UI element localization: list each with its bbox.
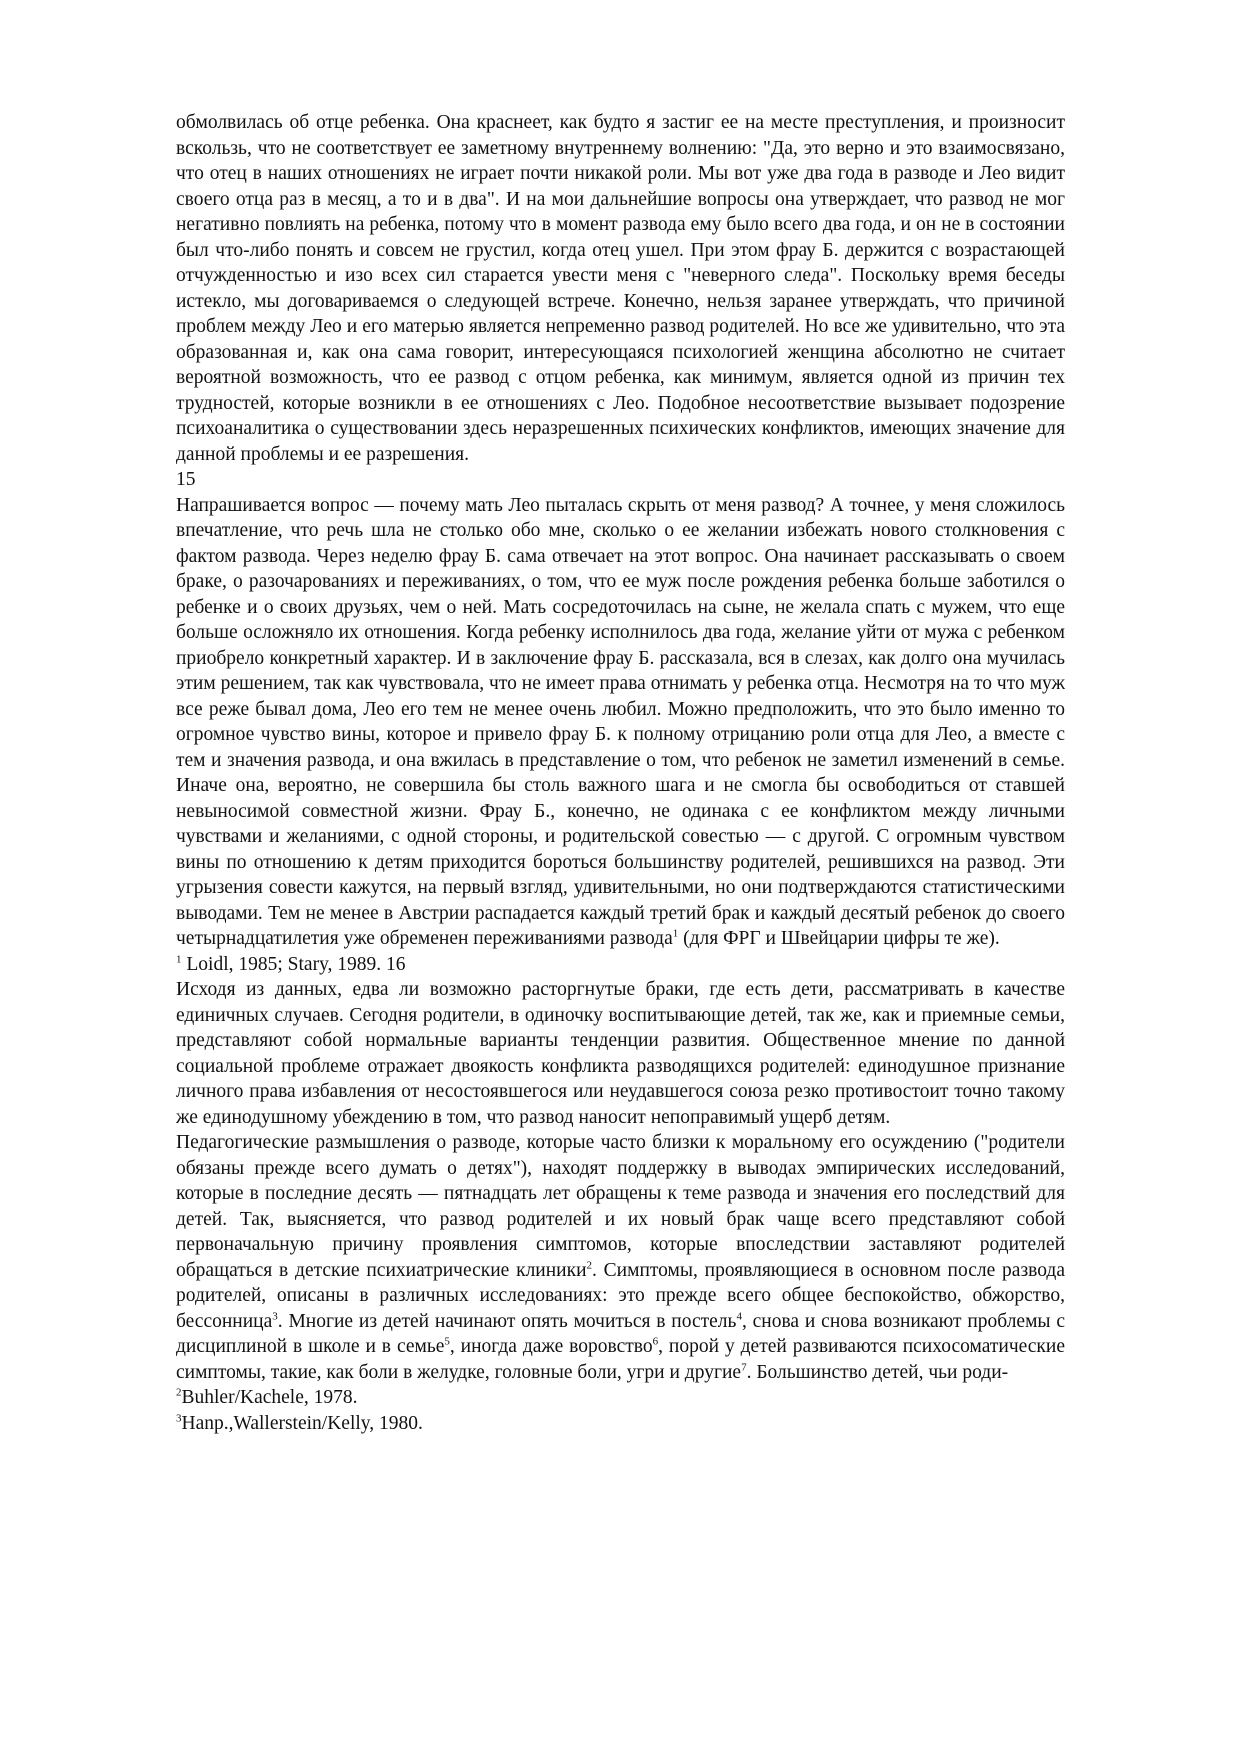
paragraph-4-part-b: . Симптомы, проявляющиеся в основном после развода родителей, описаны в различных исследованиях: это прежде всего общее беспокойство, обжорство, бессонница — [176, 1259, 1065, 1332]
footnote-ref-1: 1 — [672, 927, 679, 940]
footnote-1-text: Loidl, 1985; Stary, 1989. 16 — [181, 953, 406, 975]
footnote-2-marker: 2 — [176, 1386, 182, 1399]
paragraph-3: Исходя из данных, едва ли возможно расторгнутые браки, где есть дети, рассматривать в качестве единичных случаев. Сегодня родители, в одиночку воспитывающие детей, так же, как и приемные семьи, представляют собой нормальные варианты тенденции развития. Общественное мнение по данной социальной проблеме отражает двоякость конфликта разводящихся родителей: единодушное признание личного права избавления от несостоявшегося или неудавшегося союза резко противостоит точно такому же единодушному убеждению в том, что развод наносит непоправимый ущерб детям. — [176, 979, 1065, 1128]
footnote-1-marker: 1 — [176, 953, 182, 965]
footnote-2 — [176, 1385, 1065, 1411]
paragraph-4-part-f: , порой у детей развиваются психосоматические симптомы, такие, как боли в желудке, головные боли, угри и другие — [176, 1336, 1065, 1383]
paragraph-4 — [176, 1130, 1065, 1385]
footnote-3 — [176, 1411, 1065, 1437]
paragraph-2-text: Напрашивается вопрос — почему мать Лео пыталась скрыть от меня развод? А точнее, у меня сложилось впечатление, что речь шла не столько обо мне, сколько о ее желании избежать нового столкновения с фактом развода. Через неделю фрау Б. сама отвечает на этот вопрос. Она начинает рассказывать о своем браке, о разочарованиях и переживаниях, о том, что ее муж после рождения ребенка больше заботился о ребенке и о своих друзьях, чем о ней. Мать сосредоточилась на сыне, не желала спать с мужем, что еще больше осложняло их отношения. Когда ребенку исполнилось два года, желание уйти от мужа с ребенком приобрело конкретный характер. И в заключение фрау Б. рассказала, вся в слезах, как долго она мучилась этим решением, так как чувствовала, что не имеет права отнимать у ребенка отца. Несмотря на то что муж все реже бывал дома, Лео его тем не менее очень любил. Можно предположить, что это было именно то огромное чувство вины, которое и привело фрау Б. к полному отрицанию роли отца для Лео, а вместе с тем и значения развода, и она вжилась в представление о том, что ребенок не заметил изменений в семье. Иначе она, вероятно, не совершила бы столь важного шага и не смогла бы освободиться от ставшей невыносимой совместной жизни. Фрау Б., конечно, не одинака с ее конфликтом между личными чувствами и желаниями, с одной стороны, и родительской совестью — с другой. С огромным чувством вины по отношению к детям приходится бороться большинству родителей, решившихся на развод. Эти угрызения совести кажутся, на первый взгляд, удивительными, но они подтверждаются статистическими выводами. Тем не менее в Австрии распадается каждый третий брак и каждый десятый ребенок до своего четырнадцатилетия уже обременен переживаниями развода — [176, 494, 1065, 949]
footnote-ref-6: 6 — [652, 1335, 659, 1348]
paragraph-4-part-d: , снова и снова возникают проблемы с дисциплиной в школе и в семье — [176, 1310, 1066, 1357]
footnote-1 — [176, 952, 1065, 978]
paragraph-4-part-a: Педагогические размышления о разводе, которые часто близки к моральному его осуждению ("родители обязаны прежде всего думать о детях"), находят поддержку в выводах эмпирических исследований, которые в последние десять — пятнадцать лет обращены к теме развода и значения его последствий для детей. Так, выясняется, что развод родителей и их новый брак чаще всего представляют собой первоначальную причину проявления симптомов, которые впоследствии заставляют родителей обращаться в детские психиатрические клиники — [176, 1132, 1065, 1281]
body-text — [176, 110, 1065, 1436]
paragraph-2 — [176, 493, 1065, 952]
footnote-3-marker: 3 — [176, 1412, 182, 1424]
footnote-2-text: Buhler/Kachele, 1978. — [181, 1387, 358, 1408]
page-number: 15 — [176, 469, 196, 490]
footnote-ref-5: 5 — [444, 1335, 450, 1348]
paragraph-1: обмолвилась об отце ребенка. Она краснеет, как будто я застиг ее на месте преступления, и произносит вскользь, что не соответствует ее заметному внутреннему волнению: "Да, это верно и это взаимосвязано, что отец в наших отношениях не играет почти никакой роли. Мы вот уже два года в разводе и Лео видит своего отца раз в месяц, а то и в два". И на мои дальнейшие вопросы она утверждает, что развод не мог негативно повлиять на ребенка, потому что в момент развода ему было всего два года, и он не в состоянии был что-либо понять и совсем не грустил, когда отец ушел. При этом фрау Б. держится с возрастающей отчужденностью и изо всех сил старается увести меня с "неверного следа". Поскольку время беседы истекло, мы договариваемся о следующей встрече. Конечно, нельзя заранее утверждать, что причиной проблем между Лео и его матерью является непременно развод родителей. Но все же удивительно, что эта образованная и, как она сама говорит, интересующаяся психологией женщина абсолютно не считает вероятной возможность, что ее развод с отцом ребенка, как минимум, является одной из причин тех трудностей, которые возникли в ее отношениях с Лео. Подобное несоответствие вызывает подозрение психоаналитика о существовании здесь неразрешенных психических конфликтов, имеющих значение для данной проблемы и ее разрешения. — [176, 112, 1065, 465]
paragraph-4-part-e: , иногда даже воровство — [449, 1336, 653, 1357]
footnote-ref-7: 7 — [741, 1361, 747, 1373]
footnote-ref-2: 2 — [586, 1259, 593, 1271]
footnote-ref-4: 4 — [736, 1310, 742, 1322]
footnote-3-text: Hanp.,Wallerstein/Kelly, 1980. — [181, 1412, 423, 1434]
paragraph-4-part-g: . Большинство детей, чьи роди- — [746, 1361, 1009, 1383]
footnote-ref-3: 3 — [272, 1310, 278, 1322]
paragraph-2-tail: (для ФРГ и Швейцарии цифры те же). — [678, 928, 1000, 949]
paragraph-4-part-c: . Многие из детей начинают опять мочиться в постель — [277, 1310, 737, 1332]
